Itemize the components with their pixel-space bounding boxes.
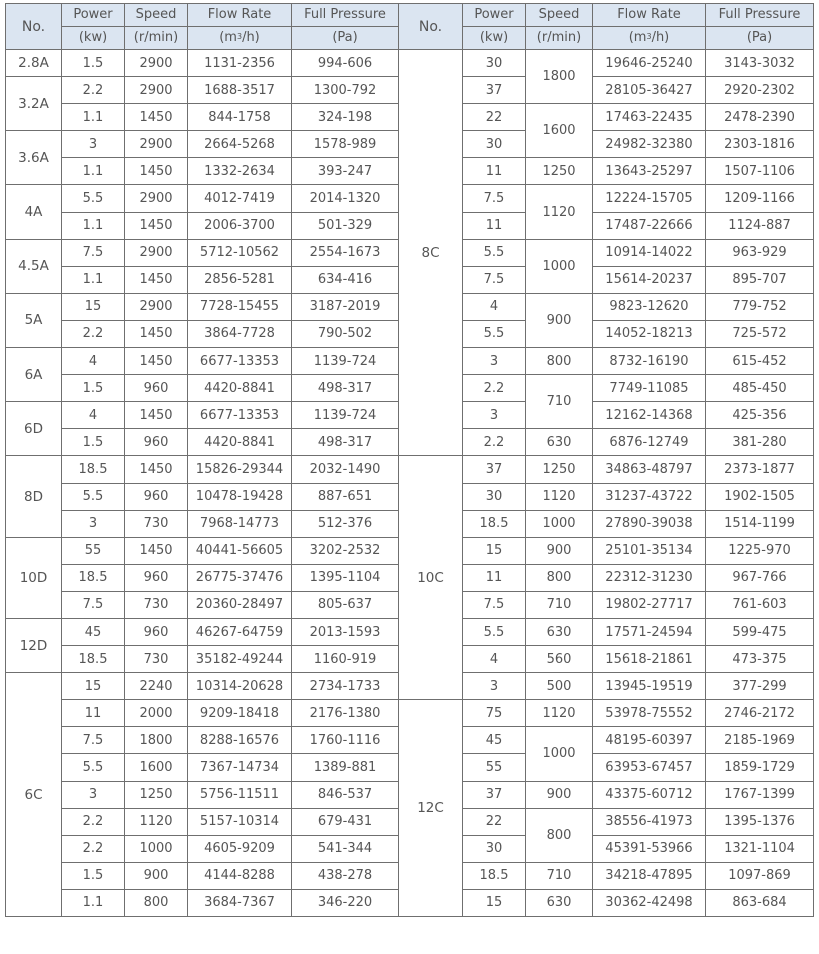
pressure-cell: 895-707 xyxy=(706,266,814,293)
power-cell: 15 xyxy=(463,889,526,916)
power-cell: 55 xyxy=(463,754,526,781)
pressure-cell: 2920-2302 xyxy=(706,77,814,104)
flow-cell: 14052-18213 xyxy=(593,320,706,347)
flow-cell: 3864-7728 xyxy=(188,320,292,347)
speed-cell: 960 xyxy=(125,429,188,456)
flow-unit-post: /h) xyxy=(242,30,260,45)
power-cell: 55 xyxy=(62,537,125,564)
power-cell: 2.2 xyxy=(62,808,125,835)
model-label: 6C xyxy=(6,673,62,917)
flow-cell: 19802-27717 xyxy=(593,591,706,618)
flow-cell: 26775-37476 xyxy=(188,564,292,591)
pressure-cell: 679-431 xyxy=(292,808,399,835)
speed-cell: 710 xyxy=(526,862,593,889)
speed-cell: 1800 xyxy=(125,727,188,754)
speed-cell: 1800 xyxy=(526,50,593,104)
speed-cell: 1600 xyxy=(125,754,188,781)
flow-cell: 17463-22435 xyxy=(593,104,706,131)
power-cell: 75 xyxy=(463,700,526,727)
speed-cell: 800 xyxy=(526,808,593,862)
flow-cell: 17487-22666 xyxy=(593,212,706,239)
power-cell: 4 xyxy=(62,402,125,429)
speed-cell: 900 xyxy=(526,537,593,564)
pressure-cell: 725-572 xyxy=(706,320,814,347)
pressure-cell: 2373-1877 xyxy=(706,456,814,483)
speed-cell: 900 xyxy=(125,862,188,889)
model-label: 8C xyxy=(399,50,463,456)
pressure-cell: 512-376 xyxy=(292,510,399,537)
pressure-cell: 615-452 xyxy=(706,348,814,375)
flow-cell: 2006-3700 xyxy=(188,212,292,239)
table-body xyxy=(6,50,814,917)
pressure-cell: 1395-1376 xyxy=(706,808,814,835)
model-label: 5A xyxy=(6,293,62,347)
flow-cell: 30362-42498 xyxy=(593,889,706,916)
power-cell: 30 xyxy=(463,483,526,510)
pressure-cell: 393-247 xyxy=(292,158,399,185)
flow-cell: 31237-43722 xyxy=(593,483,706,510)
speed-cell: 730 xyxy=(125,646,188,673)
flow-cell: 53978-75552 xyxy=(593,700,706,727)
flow-cell: 34863-48797 xyxy=(593,456,706,483)
flow-cell: 27890-39038 xyxy=(593,510,706,537)
pressure-cell: 1578-989 xyxy=(292,131,399,158)
power-cell: 5.5 xyxy=(463,618,526,645)
pressure-cell: 599-475 xyxy=(706,618,814,645)
power-cell: 5.5 xyxy=(62,185,125,212)
model-label: 12C xyxy=(399,700,463,917)
speed-cell: 2900 xyxy=(125,239,188,266)
pressure-cell: 1395-1104 xyxy=(292,564,399,591)
pressure-cell: 1160-919 xyxy=(292,646,399,673)
table-row xyxy=(6,50,814,77)
pressure-cell: 425-356 xyxy=(706,402,814,429)
flow-cell: 46267-64759 xyxy=(188,618,292,645)
speed-cell: 1250 xyxy=(526,158,593,185)
fan-spec-table-container xyxy=(5,3,814,917)
header-pressure-unit-right: (Pa) xyxy=(706,27,814,50)
power-cell: 1.1 xyxy=(62,889,125,916)
pressure-cell: 2734-1733 xyxy=(292,673,399,700)
pressure-cell: 381-280 xyxy=(706,429,814,456)
pressure-cell: 1097-869 xyxy=(706,862,814,889)
speed-cell: 1120 xyxy=(526,483,593,510)
header-flow-unit-right xyxy=(593,27,706,50)
power-cell: 3 xyxy=(62,781,125,808)
pressure-cell: 963-929 xyxy=(706,239,814,266)
pressure-cell: 2032-1490 xyxy=(292,456,399,483)
power-cell: 7.5 xyxy=(463,185,526,212)
speed-cell: 1000 xyxy=(526,727,593,781)
speed-cell: 2900 xyxy=(125,50,188,77)
model-label: 8D xyxy=(6,456,62,537)
power-cell: 4 xyxy=(463,293,526,320)
power-cell: 11 xyxy=(463,564,526,591)
power-cell: 5.5 xyxy=(62,483,125,510)
pressure-cell: 779-752 xyxy=(706,293,814,320)
model-label: 3.6A xyxy=(6,131,62,185)
power-cell: 7.5 xyxy=(62,239,125,266)
power-cell: 37 xyxy=(463,781,526,808)
flow-cell: 10314-20628 xyxy=(188,673,292,700)
power-cell: 2.2 xyxy=(463,429,526,456)
flow-cell: 17571-24594 xyxy=(593,618,706,645)
power-cell: 4 xyxy=(62,348,125,375)
flow-cell: 25101-35134 xyxy=(593,537,706,564)
speed-cell: 800 xyxy=(125,889,188,916)
flow-cell: 9823-12620 xyxy=(593,293,706,320)
model-label: 2.8A xyxy=(6,50,62,77)
power-cell: 37 xyxy=(463,456,526,483)
model-label: 3.2A xyxy=(6,77,62,131)
flow-cell: 8732-16190 xyxy=(593,348,706,375)
speed-cell: 630 xyxy=(526,618,593,645)
pressure-cell: 634-416 xyxy=(292,266,399,293)
pressure-cell: 498-317 xyxy=(292,429,399,456)
pressure-cell: 1124-887 xyxy=(706,212,814,239)
model-label: 12D xyxy=(6,618,62,672)
flow-cell: 28105-36427 xyxy=(593,77,706,104)
power-cell: 7.5 xyxy=(62,591,125,618)
flow-cell: 13945-19519 xyxy=(593,673,706,700)
flow-cell: 1131-2356 xyxy=(188,50,292,77)
power-cell: 7.5 xyxy=(463,266,526,293)
power-cell: 2.2 xyxy=(463,375,526,402)
speed-cell: 2900 xyxy=(125,77,188,104)
pressure-cell: 2303-1816 xyxy=(706,131,814,158)
flow-cell: 20360-28497 xyxy=(188,591,292,618)
speed-cell: 2900 xyxy=(125,293,188,320)
speed-cell: 1450 xyxy=(125,212,188,239)
flow-unit-sup: 3 xyxy=(236,32,243,41)
flow-cell: 43375-60712 xyxy=(593,781,706,808)
flow-cell: 4144-8288 xyxy=(188,862,292,889)
power-cell: 2.2 xyxy=(62,835,125,862)
flow-cell: 5756-11511 xyxy=(188,781,292,808)
flow-cell: 5157-10314 xyxy=(188,808,292,835)
power-cell: 5.5 xyxy=(62,754,125,781)
speed-cell: 730 xyxy=(125,591,188,618)
flow-cell: 2856-5281 xyxy=(188,266,292,293)
power-cell: 7.5 xyxy=(463,591,526,618)
power-cell: 30 xyxy=(463,50,526,77)
flow-cell: 40441-56605 xyxy=(188,537,292,564)
flow-cell: 7728-15455 xyxy=(188,293,292,320)
pressure-cell: 541-344 xyxy=(292,835,399,862)
pressure-cell: 761-603 xyxy=(706,591,814,618)
header-pressure-left: Full Pressure xyxy=(292,4,399,27)
speed-cell: 1250 xyxy=(526,456,593,483)
pressure-cell: 1507-1106 xyxy=(706,158,814,185)
speed-cell: 1000 xyxy=(526,510,593,537)
flow-cell: 15826-29344 xyxy=(188,456,292,483)
model-label: 10D xyxy=(6,537,62,618)
flow-cell: 35182-49244 xyxy=(188,646,292,673)
power-cell: 5.5 xyxy=(463,320,526,347)
power-cell: 3 xyxy=(463,402,526,429)
speed-cell: 1000 xyxy=(125,835,188,862)
speed-cell: 1450 xyxy=(125,537,188,564)
pressure-cell: 1321-1104 xyxy=(706,835,814,862)
speed-cell: 960 xyxy=(125,618,188,645)
flow-cell: 5712-10562 xyxy=(188,239,292,266)
flow-cell: 2664-5268 xyxy=(188,131,292,158)
header-power-right: Power xyxy=(463,4,526,27)
flow-cell: 7749-11085 xyxy=(593,375,706,402)
speed-cell: 1120 xyxy=(526,700,593,727)
pressure-cell: 863-684 xyxy=(706,889,814,916)
power-cell: 2.2 xyxy=(62,77,125,104)
pressure-cell: 3202-2532 xyxy=(292,537,399,564)
flow-cell: 15614-20237 xyxy=(593,266,706,293)
flow-cell: 13643-25297 xyxy=(593,158,706,185)
flow-cell: 10914-14022 xyxy=(593,239,706,266)
model-label: 4A xyxy=(6,185,62,239)
power-cell: 11 xyxy=(463,212,526,239)
pressure-cell: 485-450 xyxy=(706,375,814,402)
pressure-cell: 1902-1505 xyxy=(706,483,814,510)
header-flow-right: Flow Rate xyxy=(593,4,706,27)
speed-cell: 560 xyxy=(526,646,593,673)
speed-cell: 1450 xyxy=(125,456,188,483)
speed-cell: 630 xyxy=(526,889,593,916)
power-cell: 1.5 xyxy=(62,429,125,456)
pressure-cell: 438-278 xyxy=(292,862,399,889)
speed-cell: 1120 xyxy=(125,808,188,835)
flow-cell: 34218-47895 xyxy=(593,862,706,889)
flow-cell: 4420-8841 xyxy=(188,429,292,456)
header-power-left: Power xyxy=(62,4,125,27)
power-cell: 1.1 xyxy=(62,212,125,239)
flow-cell: 8288-16576 xyxy=(188,727,292,754)
flow-cell: 7367-14734 xyxy=(188,754,292,781)
power-cell: 2.2 xyxy=(62,320,125,347)
speed-cell: 1600 xyxy=(526,104,593,158)
table-header xyxy=(6,4,814,50)
power-cell: 18.5 xyxy=(463,862,526,889)
header-speed-right: Speed xyxy=(526,4,593,27)
power-cell: 3 xyxy=(62,510,125,537)
power-cell: 1.1 xyxy=(62,104,125,131)
speed-cell: 2900 xyxy=(125,131,188,158)
pressure-cell: 377-299 xyxy=(706,673,814,700)
speed-cell: 800 xyxy=(526,348,593,375)
pressure-cell: 3187-2019 xyxy=(292,293,399,320)
speed-cell: 730 xyxy=(125,510,188,537)
pressure-cell: 1139-724 xyxy=(292,402,399,429)
flow-cell: 844-1758 xyxy=(188,104,292,131)
flow-cell: 6677-13353 xyxy=(188,348,292,375)
pressure-cell: 3143-3032 xyxy=(706,50,814,77)
model-label: 6D xyxy=(6,402,62,456)
speed-cell: 960 xyxy=(125,564,188,591)
pressure-cell: 790-502 xyxy=(292,320,399,347)
pressure-cell: 967-766 xyxy=(706,564,814,591)
header-speed-unit-left: (r/min) xyxy=(125,27,188,50)
power-cell: 3 xyxy=(463,673,526,700)
flow-cell: 22312-31230 xyxy=(593,564,706,591)
power-cell: 1.1 xyxy=(62,266,125,293)
flow-cell: 48195-60397 xyxy=(593,727,706,754)
pressure-cell: 2478-2390 xyxy=(706,104,814,131)
power-cell: 15 xyxy=(62,673,125,700)
speed-cell: 1120 xyxy=(526,185,593,239)
power-cell: 1.1 xyxy=(62,158,125,185)
flow-unit-pre: (m xyxy=(628,30,647,45)
power-cell: 37 xyxy=(463,77,526,104)
speed-cell: 500 xyxy=(526,673,593,700)
power-cell: 5.5 xyxy=(463,239,526,266)
speed-cell: 800 xyxy=(526,564,593,591)
flow-cell: 63953-67457 xyxy=(593,754,706,781)
speed-cell: 2900 xyxy=(125,185,188,212)
pressure-cell: 805-637 xyxy=(292,591,399,618)
flow-cell: 38556-41973 xyxy=(593,808,706,835)
speed-cell: 1450 xyxy=(125,104,188,131)
speed-cell: 710 xyxy=(526,591,593,618)
flow-cell: 1332-2634 xyxy=(188,158,292,185)
speed-cell: 2240 xyxy=(125,673,188,700)
pressure-cell: 2176-1380 xyxy=(292,700,399,727)
header-speed-unit-right: (r/min) xyxy=(526,27,593,50)
flow-cell: 12162-14368 xyxy=(593,402,706,429)
power-cell: 15 xyxy=(62,293,125,320)
flow-cell: 4420-8841 xyxy=(188,375,292,402)
speed-cell: 960 xyxy=(125,375,188,402)
model-label: 6A xyxy=(6,348,62,402)
pressure-cell: 346-220 xyxy=(292,889,399,916)
power-cell: 22 xyxy=(463,104,526,131)
flow-cell: 15618-21861 xyxy=(593,646,706,673)
power-cell: 15 xyxy=(463,537,526,564)
pressure-cell: 324-198 xyxy=(292,104,399,131)
flow-cell: 9209-18418 xyxy=(188,700,292,727)
header-flow-unit-left xyxy=(188,27,292,50)
power-cell: 30 xyxy=(463,131,526,158)
speed-cell: 2000 xyxy=(125,700,188,727)
flow-cell: 12224-15705 xyxy=(593,185,706,212)
power-cell: 45 xyxy=(62,618,125,645)
pressure-cell: 1225-970 xyxy=(706,537,814,564)
pressure-cell: 1767-1399 xyxy=(706,781,814,808)
pressure-cell: 2013-1593 xyxy=(292,618,399,645)
power-cell: 3 xyxy=(463,348,526,375)
pressure-cell: 1760-1116 xyxy=(292,727,399,754)
power-cell: 11 xyxy=(463,158,526,185)
header-no-right: No. xyxy=(399,4,463,50)
flow-cell: 4605-9209 xyxy=(188,835,292,862)
speed-cell: 1450 xyxy=(125,402,188,429)
flow-cell: 6876-12749 xyxy=(593,429,706,456)
flow-unit-post: /h) xyxy=(651,30,670,45)
power-cell: 11 xyxy=(62,700,125,727)
speed-cell: 900 xyxy=(526,293,593,347)
header-power-unit-left: (kw) xyxy=(62,27,125,50)
speed-cell: 630 xyxy=(526,429,593,456)
header-pressure-right: Full Pressure xyxy=(706,4,814,27)
pressure-cell: 887-651 xyxy=(292,483,399,510)
pressure-cell: 1300-792 xyxy=(292,77,399,104)
pressure-cell: 498-317 xyxy=(292,375,399,402)
header-flow-left: Flow Rate xyxy=(188,4,292,27)
pressure-cell: 2014-1320 xyxy=(292,185,399,212)
pressure-cell: 1514-1199 xyxy=(706,510,814,537)
speed-cell: 1450 xyxy=(125,320,188,347)
model-label: 10C xyxy=(399,456,463,700)
speed-cell: 1250 xyxy=(125,781,188,808)
pressure-cell: 1859-1729 xyxy=(706,754,814,781)
pressure-cell: 1389-881 xyxy=(292,754,399,781)
model-label: 4.5A xyxy=(6,239,62,293)
flow-cell: 4012-7419 xyxy=(188,185,292,212)
power-cell: 7.5 xyxy=(62,727,125,754)
fan-spec-table xyxy=(5,3,814,917)
header-speed-left: Speed xyxy=(125,4,188,27)
speed-cell: 960 xyxy=(125,483,188,510)
flow-unit-sup: 3 xyxy=(646,32,652,41)
flow-cell: 45391-53966 xyxy=(593,835,706,862)
power-cell: 4 xyxy=(463,646,526,673)
table-row xyxy=(6,700,814,727)
flow-cell: 7968-14773 xyxy=(188,510,292,537)
power-cell: 22 xyxy=(463,808,526,835)
pressure-cell: 2554-1673 xyxy=(292,239,399,266)
flow-unit-pre: (m xyxy=(219,30,237,45)
power-cell: 18.5 xyxy=(62,456,125,483)
flow-cell: 24982-32380 xyxy=(593,131,706,158)
flow-cell: 6677-13353 xyxy=(188,402,292,429)
power-cell: 1.5 xyxy=(62,862,125,889)
power-cell: 45 xyxy=(463,727,526,754)
header-pressure-unit-left: (Pa) xyxy=(292,27,399,50)
speed-cell: 900 xyxy=(526,781,593,808)
speed-cell: 1450 xyxy=(125,266,188,293)
speed-cell: 1450 xyxy=(125,158,188,185)
flow-cell: 1688-3517 xyxy=(188,77,292,104)
pressure-cell: 2746-2172 xyxy=(706,700,814,727)
power-cell: 1.5 xyxy=(62,50,125,77)
pressure-cell: 501-329 xyxy=(292,212,399,239)
power-cell: 3 xyxy=(62,131,125,158)
power-cell: 18.5 xyxy=(62,564,125,591)
power-cell: 30 xyxy=(463,835,526,862)
speed-cell: 1450 xyxy=(125,348,188,375)
speed-cell: 1000 xyxy=(526,239,593,293)
table-row xyxy=(6,456,814,483)
power-cell: 18.5 xyxy=(62,646,125,673)
header-power-unit-right: (kw) xyxy=(463,27,526,50)
speed-cell: 710 xyxy=(526,375,593,429)
flow-cell: 10478-19428 xyxy=(188,483,292,510)
header-no-left: No. xyxy=(6,4,62,50)
pressure-cell: 846-537 xyxy=(292,781,399,808)
pressure-cell: 1209-1166 xyxy=(706,185,814,212)
pressure-cell: 1139-724 xyxy=(292,348,399,375)
flow-cell: 3684-7367 xyxy=(188,889,292,916)
power-cell: 1.5 xyxy=(62,375,125,402)
pressure-cell: 994-606 xyxy=(292,50,399,77)
pressure-cell: 473-375 xyxy=(706,646,814,673)
pressure-cell: 2185-1969 xyxy=(706,727,814,754)
power-cell: 18.5 xyxy=(463,510,526,537)
flow-cell: 19646-25240 xyxy=(593,50,706,77)
